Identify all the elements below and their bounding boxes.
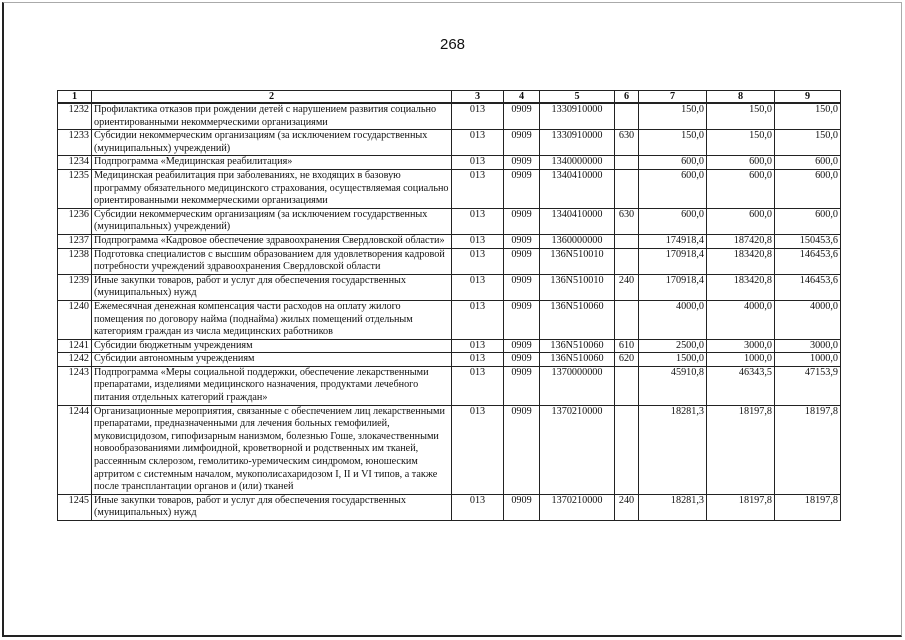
section-code: 0909 xyxy=(504,248,540,274)
ministry-code: 013 xyxy=(452,366,504,405)
row-number: 1235 xyxy=(58,169,92,208)
row-number: 1239 xyxy=(58,274,92,300)
column-header-4: 4 xyxy=(504,91,540,104)
amount-col-8: 600,0 xyxy=(707,169,775,208)
column-header-3: 3 xyxy=(452,91,504,104)
expense-type-code: 610 xyxy=(615,339,639,353)
row-name: Иные закупки товаров, работ и услуг для обеспечения государственных (муниципальных) нужд xyxy=(92,274,452,300)
section-code: 0909 xyxy=(504,169,540,208)
amount-col-9: 150,0 xyxy=(775,130,841,156)
amount-col-9: 4000,0 xyxy=(775,300,841,339)
section-code: 0909 xyxy=(504,353,540,367)
amount-col-7: 18281,3 xyxy=(639,494,707,520)
ministry-code: 013 xyxy=(452,169,504,208)
target-article-code: 136N510060 xyxy=(540,300,615,339)
expense-type-code: 240 xyxy=(615,494,639,520)
target-article-code: 1330910000 xyxy=(540,103,615,130)
row-number: 1240 xyxy=(58,300,92,339)
section-code: 0909 xyxy=(504,130,540,156)
target-article-code: 136N510010 xyxy=(540,248,615,274)
amount-col-8: 150,0 xyxy=(707,103,775,130)
ministry-code: 013 xyxy=(452,274,504,300)
amount-col-8: 3000,0 xyxy=(707,339,775,353)
ministry-code: 013 xyxy=(452,494,504,520)
amount-col-8: 46343,5 xyxy=(707,366,775,405)
expense-type-code xyxy=(615,103,639,130)
target-article-code: 136N510010 xyxy=(540,274,615,300)
expense-type-code xyxy=(615,169,639,208)
amount-col-9: 146453,6 xyxy=(775,248,841,274)
row-number: 1245 xyxy=(58,494,92,520)
amount-col-7: 170918,4 xyxy=(639,274,707,300)
row-number: 1233 xyxy=(58,130,92,156)
amount-col-8: 183420,8 xyxy=(707,274,775,300)
target-article-code: 1330910000 xyxy=(540,130,615,156)
amount-col-9: 600,0 xyxy=(775,208,841,234)
table-row xyxy=(58,274,841,300)
amount-col-9: 18197,8 xyxy=(775,494,841,520)
row-number: 1241 xyxy=(58,339,92,353)
ministry-code: 013 xyxy=(452,208,504,234)
ministry-code: 013 xyxy=(452,234,504,248)
table-row xyxy=(58,339,841,353)
table-row xyxy=(58,405,841,494)
amount-col-8: 4000,0 xyxy=(707,300,775,339)
header-row xyxy=(58,91,841,104)
target-article-code: 136N510060 xyxy=(540,339,615,353)
column-header-1: 1 xyxy=(58,91,92,104)
row-name: Субсидии бюджетным учреждениям xyxy=(92,339,452,353)
table-row xyxy=(58,208,841,234)
target-article-code: 1370000000 xyxy=(540,366,615,405)
amount-col-8: 18197,8 xyxy=(707,494,775,520)
ministry-code: 013 xyxy=(452,130,504,156)
column-header-7: 7 xyxy=(639,91,707,104)
expense-type-code xyxy=(615,300,639,339)
row-name: Подпрограмма «Кадровое обеспечение здравоохранения Свердловской области» xyxy=(92,234,452,248)
section-code: 0909 xyxy=(504,300,540,339)
table-row xyxy=(58,300,841,339)
expense-type-code xyxy=(615,234,639,248)
ministry-code: 013 xyxy=(452,156,504,170)
table-row xyxy=(58,234,841,248)
section-code: 0909 xyxy=(504,366,540,405)
row-name: Подпрограмма «Меры социальной поддержки, обеспечение лекарственными препаратами, изделиями медицинского назначения, продуктами лечебного питания отдельных категорий граждан» xyxy=(92,366,452,405)
section-code: 0909 xyxy=(504,339,540,353)
section-code: 0909 xyxy=(504,494,540,520)
row-name: Подпрограмма «Медицинская реабилитация» xyxy=(92,156,452,170)
target-article-code: 136N510060 xyxy=(540,353,615,367)
amount-col-8: 600,0 xyxy=(707,208,775,234)
section-code: 0909 xyxy=(504,234,540,248)
target-article-code: 1370210000 xyxy=(540,405,615,494)
amount-col-7: 150,0 xyxy=(639,103,707,130)
amount-col-7: 600,0 xyxy=(639,208,707,234)
column-header-5: 5 xyxy=(540,91,615,104)
row-number: 1234 xyxy=(58,156,92,170)
page-number: 268 xyxy=(439,36,466,53)
table-row xyxy=(58,156,841,170)
section-code: 0909 xyxy=(504,405,540,494)
amount-col-9: 1000,0 xyxy=(775,353,841,367)
amount-col-9: 600,0 xyxy=(775,169,841,208)
amount-col-9: 150,0 xyxy=(775,103,841,130)
amount-col-8: 183420,8 xyxy=(707,248,775,274)
table-row xyxy=(58,353,841,367)
row-name: Иные закупки товаров, работ и услуг для обеспечения государственных (муниципальных) нужд xyxy=(92,494,452,520)
amount-col-9: 600,0 xyxy=(775,156,841,170)
amount-col-8: 150,0 xyxy=(707,130,775,156)
amount-col-7: 150,0 xyxy=(639,130,707,156)
row-name: Медицинская реабилитация при заболеваниях, не входящих в базовую программу обязательного медицинского страхования, осуществляемая социально ориентированными некоммерческими организациями xyxy=(92,169,452,208)
expense-type-code xyxy=(615,156,639,170)
expense-type-code xyxy=(615,366,639,405)
table-header xyxy=(58,91,841,104)
amount-col-7: 170918,4 xyxy=(639,248,707,274)
amount-col-7: 18281,3 xyxy=(639,405,707,494)
ministry-code: 013 xyxy=(452,300,504,339)
column-header-2: 2 xyxy=(92,91,452,104)
row-name: Субсидии автономным учреждениям xyxy=(92,353,452,367)
amount-col-8: 18197,8 xyxy=(707,405,775,494)
ministry-code: 013 xyxy=(452,103,504,130)
row-number: 1237 xyxy=(58,234,92,248)
table-row xyxy=(58,130,841,156)
amount-col-7: 600,0 xyxy=(639,156,707,170)
row-number: 1243 xyxy=(58,366,92,405)
table-body xyxy=(58,103,841,521)
section-code: 0909 xyxy=(504,103,540,130)
target-article-code: 1360000000 xyxy=(540,234,615,248)
row-name: Профилактика отказов при рождении детей с нарушением развития социально ориентированными некоммерческими организациями xyxy=(92,103,452,130)
expense-type-code: 630 xyxy=(615,208,639,234)
table-row xyxy=(58,248,841,274)
amount-col-9: 18197,8 xyxy=(775,405,841,494)
amount-col-9: 146453,6 xyxy=(775,274,841,300)
expense-type-code: 620 xyxy=(615,353,639,367)
row-number: 1238 xyxy=(58,248,92,274)
column-header-9: 9 xyxy=(775,91,841,104)
row-name: Организационные мероприятия, связанные с обеспечением лиц лекарственными препаратами, предназначенными для лечения больных гемофилией, муковисцидозом, гипофизарным нанизмом, болезнью Гоше, злокачественными новообразованиями лимфоидной, кроветворной и родственных им тканей, рассеянным склерозом, гемолитико-уремическим синдромом, юношеским артритом с системным началом, мукополисахаридозом I, II и VI типов, а также после трансплантации органов и (или) тканей xyxy=(92,405,452,494)
ministry-code: 013 xyxy=(452,353,504,367)
section-code: 0909 xyxy=(504,156,540,170)
table-row xyxy=(58,366,841,405)
amount-col-9: 47153,9 xyxy=(775,366,841,405)
row-number: 1242 xyxy=(58,353,92,367)
row-number: 1232 xyxy=(58,103,92,130)
ministry-code: 013 xyxy=(452,339,504,353)
row-number: 1236 xyxy=(58,208,92,234)
amount-col-7: 45910,8 xyxy=(639,366,707,405)
section-code: 0909 xyxy=(504,208,540,234)
target-article-code: 1340000000 xyxy=(540,156,615,170)
expense-type-code: 630 xyxy=(615,130,639,156)
amount-col-8: 187420,8 xyxy=(707,234,775,248)
ministry-code: 013 xyxy=(452,405,504,494)
table-row xyxy=(58,103,841,130)
target-article-code: 1370210000 xyxy=(540,494,615,520)
target-article-code: 1340410000 xyxy=(540,208,615,234)
row-name: Подготовка специалистов с высшим образованием для удовлетворения кадровой потребности учреждений здравоохранения Свердловской области xyxy=(92,248,452,274)
column-header-6: 6 xyxy=(615,91,639,104)
expense-type-code xyxy=(615,248,639,274)
ministry-code: 013 xyxy=(452,248,504,274)
table-row xyxy=(58,169,841,208)
row-name: Субсидии некоммерческим организациям (за исключением государственных (муниципальных) учреждений) xyxy=(92,130,452,156)
row-number: 1244 xyxy=(58,405,92,494)
table-row xyxy=(58,494,841,520)
amount-col-7: 174918,4 xyxy=(639,234,707,248)
amount-col-9: 3000,0 xyxy=(775,339,841,353)
amount-col-7: 600,0 xyxy=(639,169,707,208)
amount-col-8: 600,0 xyxy=(707,156,775,170)
column-header-8: 8 xyxy=(707,91,775,104)
amount-col-7: 2500,0 xyxy=(639,339,707,353)
target-article-code: 1340410000 xyxy=(540,169,615,208)
amount-col-7: 4000,0 xyxy=(639,300,707,339)
expense-type-code xyxy=(615,405,639,494)
budget-table xyxy=(57,90,841,521)
row-name: Ежемесячная денежная компенсация части расходов на оплату жилого помещения по договору найма (поднайма) жилых помещений отдельным категориям граждан из числа медицинских работников xyxy=(92,300,452,339)
expense-type-code: 240 xyxy=(615,274,639,300)
amount-col-7: 1500,0 xyxy=(639,353,707,367)
amount-col-9: 150453,6 xyxy=(775,234,841,248)
amount-col-8: 1000,0 xyxy=(707,353,775,367)
section-code: 0909 xyxy=(504,274,540,300)
row-name: Субсидии некоммерческим организациям (за исключением государственных (муниципальных) учреждений) xyxy=(92,208,452,234)
